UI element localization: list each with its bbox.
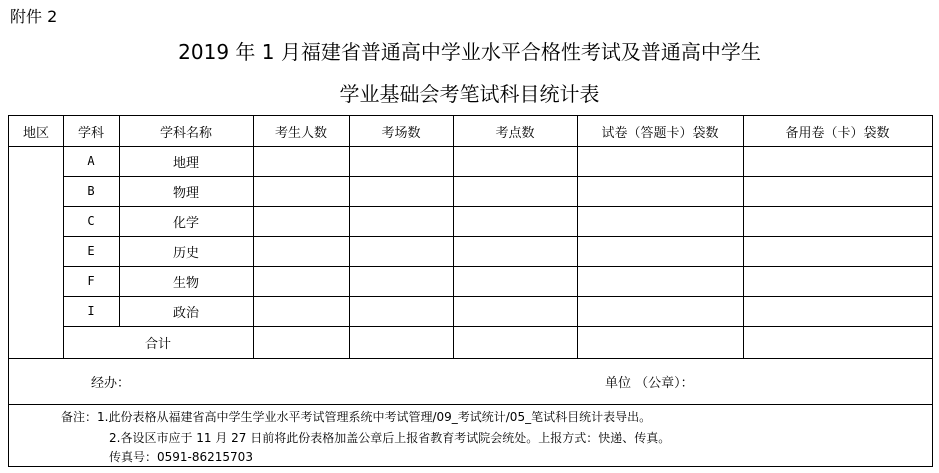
subject-name: 物理 bbox=[172, 185, 199, 201]
note-line-2: 2.各设区市应于 11 月 27 日前将此份表格加盖公章后上报省教育考试院会统处。上报方式：快递、传真。 bbox=[109, 431, 671, 445]
subject-name: 政治 bbox=[172, 305, 199, 321]
note-fax: 传真号：0591-86215703 bbox=[109, 450, 253, 464]
header-rooms: 考场数 bbox=[381, 125, 421, 141]
header-candidates: 考生人数 bbox=[274, 125, 327, 141]
note-line-1: 备注：1.此份表格从福建省高中学生学业水平考试管理系统中考试管理/09_考试统计/05_笔试科目统计表导出。 bbox=[61, 410, 652, 424]
subject-code: C bbox=[87, 214, 95, 228]
handler-label: 经办： bbox=[91, 375, 131, 391]
unit-seal-label: 单位 （公章）： bbox=[605, 375, 694, 391]
subject-name: 化学 bbox=[172, 215, 199, 231]
subject-code: B bbox=[87, 184, 95, 198]
subject-code: A bbox=[87, 154, 95, 168]
subject-name: 历史 bbox=[172, 245, 199, 261]
header-paper-bags: 试卷（答题卡）袋数 bbox=[601, 125, 719, 141]
col-divider bbox=[577, 116, 578, 358]
header-region: 地区 bbox=[22, 125, 49, 141]
subject-code: E bbox=[87, 244, 95, 258]
header-spare-bags: 备用卷（卡）袋数 bbox=[785, 125, 890, 141]
statistics-table bbox=[8, 115, 933, 467]
header-subject-name: 学科名称 bbox=[159, 125, 212, 141]
subject-code: F bbox=[87, 274, 95, 288]
footer-divider bbox=[9, 404, 932, 405]
table-bottom-divider bbox=[9, 358, 932, 359]
header-sites: 考点数 bbox=[495, 125, 535, 141]
header-subject: 学科 bbox=[77, 125, 104, 141]
col-divider bbox=[453, 116, 454, 358]
attachment-label: 附件 2 bbox=[10, 7, 58, 26]
page-title-line2: 学业基础会考笔试科目统计表 bbox=[339, 82, 600, 106]
col-divider bbox=[349, 116, 350, 358]
total-label: 合计 bbox=[144, 336, 171, 352]
subject-code: I bbox=[87, 304, 95, 318]
col-divider bbox=[743, 116, 744, 358]
subject-name: 地理 bbox=[172, 155, 199, 171]
col-divider bbox=[253, 116, 254, 358]
page-title-line1: 2019 年 1 月福建省普通高中学业水平合格性考试及普通高中学生 bbox=[178, 40, 761, 64]
subject-name: 生物 bbox=[172, 275, 199, 291]
